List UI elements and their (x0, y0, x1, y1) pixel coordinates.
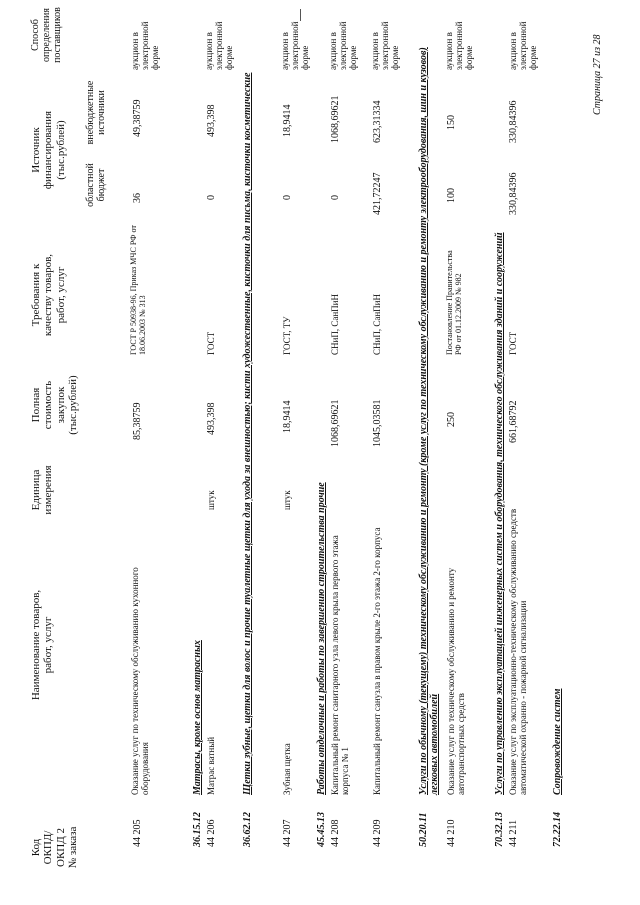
row-name: Капитальный ремонт санитарного узла левого крыла первого этажа корпуса № 1 (330, 535, 351, 795)
row-extra: 330,84396 (508, 100, 519, 143)
row-method: аукцион в электронной форме (370, 21, 401, 70)
row-reg: 0 (282, 195, 293, 200)
section-title: Работы отделочные и работы по завершению строительства прочие (316, 482, 327, 795)
row-req: СНиП, СанПиН (330, 294, 340, 355)
row-num: 44 211 (508, 819, 519, 847)
row-extra: 150 (446, 115, 457, 130)
row-req: Постановление Правительства РФ от 01.12.2009 № 982 (445, 250, 463, 355)
row-num: 44 205 (132, 819, 143, 847)
header-total: Полная стоимость закупок (тыс.рублей) (30, 375, 79, 435)
row-unit: штук (206, 490, 216, 510)
row-num: 44 207 (282, 819, 293, 847)
row-name: Оказание услуг по техническому обслуживанию кухонного оборудования (130, 567, 151, 795)
row-total: 85,38759 (132, 402, 143, 440)
row-method: аукцион в электронной форме (508, 21, 539, 70)
row-num: 44 210 (446, 819, 457, 847)
row-num: 44 209 (372, 819, 383, 847)
row-req: ГОСТ (508, 331, 518, 355)
row-name: Зубная щетка (282, 743, 292, 795)
row-total: 250 (446, 412, 457, 427)
row-req: ГОСТ (206, 331, 216, 355)
row-name: Оказание услуг по техническому обслуживанию и ремонту автотранспортных средств (446, 567, 467, 795)
row-total: 1068,69621 (330, 399, 341, 447)
row-reg: 0 (206, 195, 217, 200)
section-code: 70.32.13 (494, 812, 505, 847)
row-reg: 36 (132, 193, 143, 203)
row-reg: 100 (446, 188, 457, 203)
row-total: 1045,03581 (372, 399, 383, 447)
scan-mark (300, 9, 301, 21)
row-unit: штук (282, 490, 292, 510)
row-total: 661,68792 (508, 400, 519, 443)
row-method: аукцион в электронной форме (280, 21, 311, 70)
header-source: Источник финансирования (тыс.рублей) (30, 110, 67, 190)
row-method: аукцион в электронной форме (204, 21, 235, 70)
row-name: Оказание услуг по эксплуатационно-техническому обслуживанию средств автоматической охранно - пожарной сигнализации (508, 508, 529, 795)
row-name: Капитальный ремонт санузла в правом крыле 2-го этажа 2-го корпуса (372, 527, 382, 795)
row-extra: 623,31334 (372, 100, 383, 143)
section-code: 36.62.12 (242, 812, 253, 847)
row-total: 18,9414 (282, 400, 293, 433)
header-name: Наименование товаров, работ, услуг (30, 589, 55, 701)
row-extra: 1068,69621 (330, 95, 341, 143)
header-unit: Единица измерения (30, 465, 55, 515)
row-extra: 493,398 (206, 104, 217, 137)
header-regional: областной бюджет (85, 163, 108, 207)
header-requirements: Требования к качеству товаров, работ, услуг (30, 253, 67, 337)
section-title: Матрасы, кроме основ матрасных (192, 640, 203, 795)
row-extra: 18,9414 (282, 104, 293, 137)
row-reg: 330,84396 (508, 172, 519, 215)
row-method: аукцион в электронной форме (130, 21, 161, 70)
row-total: 493,398 (206, 402, 217, 435)
section-code: 45.45.13 (316, 812, 327, 847)
section-title: Щетки зубные, щетки для волос и прочие туалетные щетки для ухода за внешностью; кисти художественные, кисточки для письма, кисточки косметические (242, 72, 253, 795)
row-extra: 49,38759 (132, 99, 143, 137)
section-code: 50.20.11 (418, 812, 429, 847)
section-title: Сопровождение систем (552, 688, 563, 795)
row-req: ГОСТ Р 50938-96, Приказ МЧС РФ от 18.06.2003 № 313 (129, 225, 147, 355)
header-method: Способ определения поставщиков (30, 7, 64, 63)
row-name: Матрас ватный (206, 736, 216, 795)
page-number: Страница 27 из 28 (592, 34, 603, 115)
row-num: 44 206 (206, 819, 217, 847)
row-req: ГОСТ, ТУ (282, 316, 292, 355)
row-reg: 0 (330, 195, 341, 200)
header-code: Код ОКПД/ ОКПД 2 № заказа (30, 826, 79, 869)
header-extrabudget: внебюджетные источники (85, 80, 108, 145)
section-code: 72.22.14 (552, 812, 563, 847)
row-num: 44 208 (330, 819, 341, 847)
row-reg: 421,72247 (372, 172, 383, 215)
section-title: Услуги по управлению эксплуатацией инженерных систем и оборудования, технического обслуживания зданий и сооружений (494, 232, 505, 795)
row-method: аукцион в электронной форме (328, 21, 359, 70)
section-title: Услуги по обычному (текущему) техническому обслуживанию и ремонту (кроме услуг по техническому обслуживанию и ремонту электрооборудования, шин и кузовов) легковых автомобилей (418, 47, 441, 795)
row-req: СНиП, СанПиН (372, 294, 382, 355)
section-code: 36.15.12 (192, 812, 203, 847)
row-method: аукцион в электронной форме (444, 21, 475, 70)
